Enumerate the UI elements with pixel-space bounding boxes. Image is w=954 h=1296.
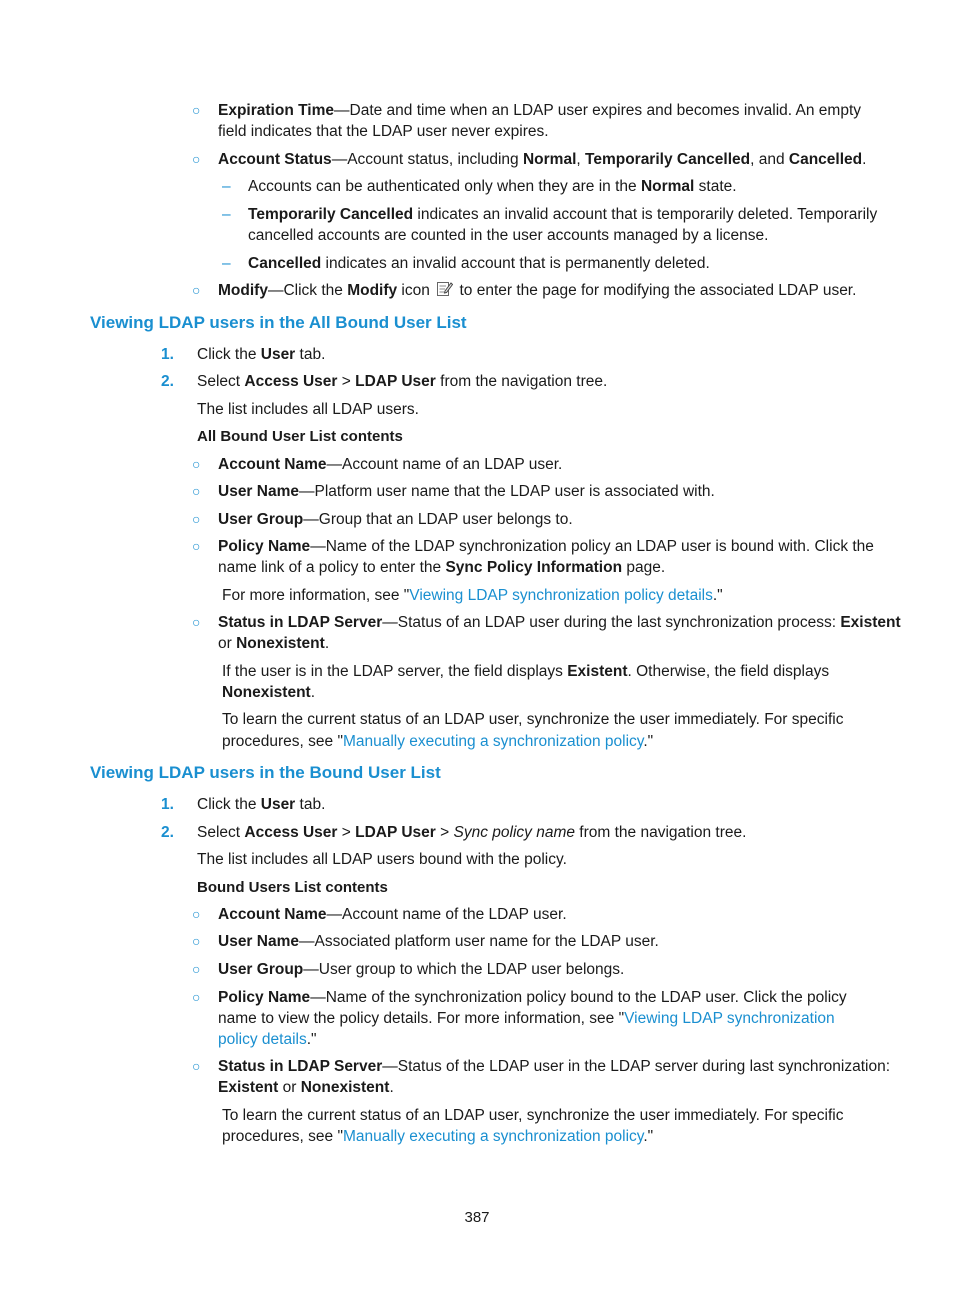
- bullet: ○: [192, 989, 201, 1005]
- bullet: ○: [192, 282, 201, 298]
- list-description: The list includes all LDAP users bound with the policy.: [197, 851, 567, 868]
- bullet: ○: [192, 961, 201, 977]
- policy-name-item: Policy Name—Name of the LDAP synchronization policy an LDAP user is bound with. Click the: [218, 538, 874, 555]
- section-heading-bound: Viewing LDAP users in the Bound User List: [90, 763, 441, 782]
- user-name-item: User Name—Platform user name that the LDAP user is associated with.: [218, 483, 715, 500]
- contents-title: All Bound User List contents: [197, 428, 403, 445]
- bullet: ○: [192, 1058, 201, 1074]
- step-number: 2.: [161, 824, 174, 841]
- status-normal-note: Accounts can be authenticated only when they are in the Normal state.: [248, 178, 737, 195]
- bullet: ○: [192, 906, 201, 922]
- modify-item: Modify—Click the Modify icon to enter the page for modifying the associated LDAP user.: [218, 280, 856, 303]
- text-line: field indicates that the LDAP user never expires.: [218, 123, 549, 140]
- status-temp-note: Temporarily Cancelled indicates an invalid account that is temporarily deleted. Temporarily: [248, 206, 878, 223]
- more-info: For more information, see "Viewing LDAP synchronization policy details.": [222, 587, 723, 604]
- status-item: Status in LDAP Server—Status of an LDAP user during the last synchronization process: Existent: [218, 614, 901, 631]
- sync-note: To learn the current status of an LDAP user, synchronize the user immediately. For specific: [222, 1107, 844, 1124]
- contents-title: Bound Users List contents: [197, 879, 388, 896]
- step-2: Select Access User > LDAP User > Sync policy name from the navigation tree.: [197, 824, 747, 841]
- expiration-time-item: Expiration Time—Date and time when an LDAP user expires and becomes invalid. An empty: [218, 102, 861, 119]
- text-line: Nonexistent.: [222, 684, 316, 701]
- bullet: ○: [192, 933, 201, 949]
- step-number: 1.: [161, 346, 174, 363]
- text-line: policy details.": [218, 1031, 317, 1048]
- page-number: 387: [464, 1209, 490, 1226]
- user-group-item: User Group—User group to which the LDAP user belongs.: [218, 961, 625, 978]
- dash: –: [222, 178, 231, 195]
- status-cancelled-note: Cancelled indicates an invalid account that is permanently deleted.: [248, 255, 710, 272]
- link-manual-sync[interactable]: Manually executing a synchronization policy: [342, 733, 644, 750]
- text-line: procedures, see "Manually executing a synchronization policy.": [222, 1128, 654, 1145]
- sync-note: To learn the current status of an LDAP user, synchronize the user immediately. For specific: [222, 711, 844, 728]
- list-description: The list includes all LDAP users.: [197, 401, 419, 418]
- dash: –: [222, 255, 231, 272]
- account-name-item: Account Name—Account name of an LDAP user.: [218, 456, 563, 473]
- step-number: 2.: [161, 373, 174, 390]
- link-manual-sync[interactable]: Manually executing a synchronization policy: [342, 1128, 644, 1145]
- bullet: ○: [192, 102, 201, 118]
- account-status-item: Account Status—Account status, including Normal, Temporarily Cancelled, and Cancelled.: [218, 151, 867, 168]
- text-line: cancelled accounts are counted in the user accounts managed by a license.: [248, 227, 769, 244]
- text-line: or Nonexistent.: [218, 635, 330, 652]
- step-1: Click the User tab.: [197, 346, 326, 363]
- step-1: Click the User tab.: [197, 796, 326, 813]
- edit-icon: [436, 280, 453, 303]
- account-name-item: Account Name—Account name of the LDAP user.: [218, 906, 567, 923]
- step-number: 1.: [161, 796, 174, 813]
- link-viewing-policy-details[interactable]: Viewing LDAP synchronization: [624, 1010, 835, 1027]
- section-heading-all-bound: Viewing LDAP users in the All Bound User List: [90, 313, 467, 332]
- text-line: procedures, see "Manually executing a synchronization policy.": [222, 733, 654, 750]
- text-line: name to view the policy details. For more information, see "Viewing LDAP synchronization: [218, 1010, 835, 1027]
- dash: –: [222, 206, 231, 223]
- status-item: Status in LDAP Server—Status of the LDAP user in the LDAP server during last synchronization:: [218, 1058, 890, 1075]
- policy-name-item: Policy Name—Name of the synchronization policy bound to the LDAP user. Click the policy: [218, 989, 847, 1006]
- bullet: ○: [192, 614, 201, 630]
- user-group-item: User Group—Group that an LDAP user belongs to.: [218, 511, 573, 528]
- user-name-item: User Name—Associated platform user name for the LDAP user.: [218, 933, 659, 950]
- bullet: ○: [192, 151, 201, 167]
- bullet: ○: [192, 456, 201, 472]
- term: Expiration Time: [218, 102, 334, 119]
- status-explanation: If the user is in the LDAP server, the field displays Existent. Otherwise, the field displays: [222, 663, 830, 680]
- text-line: Existent or Nonexistent.: [218, 1079, 394, 1096]
- link-viewing-policy-details-cont[interactable]: policy details: [218, 1031, 307, 1048]
- bullet: ○: [192, 538, 201, 554]
- link-viewing-policy-details[interactable]: Viewing LDAP synchronization policy details: [409, 587, 713, 604]
- step-2: Select Access User > LDAP User from the navigation tree.: [197, 373, 608, 390]
- bullet: ○: [192, 511, 201, 527]
- bullet: ○: [192, 483, 201, 499]
- text-line: name link of a policy to enter the Sync Policy Information page.: [218, 559, 666, 576]
